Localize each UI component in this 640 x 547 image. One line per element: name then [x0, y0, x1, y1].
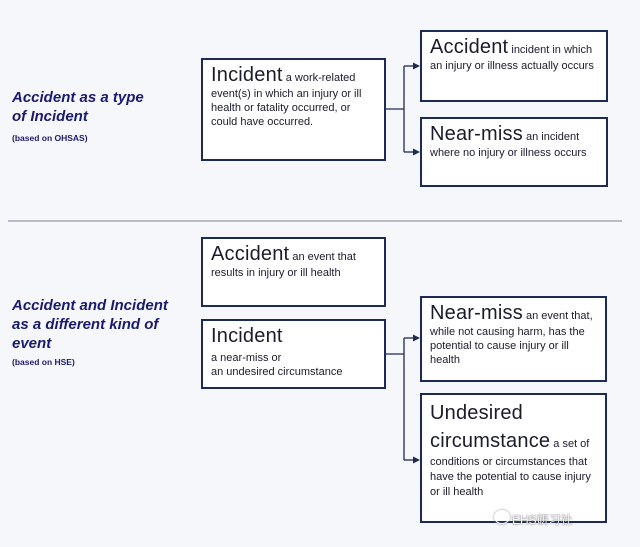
top-accident-term: Accident [430, 36, 509, 58]
top-incident-term: Incident [211, 64, 283, 86]
top-nearmiss-desc: an incident where no injury or illness occurs [430, 131, 587, 159]
bottom-section-source: (based on HSE) [12, 357, 75, 367]
bottom-undesired-desc: a set of conditions or circumstances that have the potential to cause injury or ill health [430, 438, 591, 498]
bottom-title-line3: event [12, 335, 52, 352]
arrow-to-bottom-undesired [413, 457, 420, 464]
top-nearmiss-term: Near-miss [430, 123, 523, 145]
bottom-undesired-term-line1: Undesired [430, 402, 523, 424]
arrow-to-top-nearmiss [413, 149, 420, 156]
top-title-line2: of Incident [12, 108, 88, 125]
bottom-nearmiss-desc: an event that, while not causing harm, has the potential to cause injury or ill health [430, 310, 593, 366]
bottom-incident-desc-line2: an undesired circumstance [211, 366, 343, 378]
arrow-to-top-accident [413, 63, 420, 70]
bottom-undesired-term-line2: circumstance [430, 430, 551, 452]
bottom-title-line2: as a different kind of [12, 316, 159, 333]
wechat-icon [494, 510, 510, 524]
watermark: EHS研习社 [512, 513, 573, 527]
top-incident-desc: a work-related event(s) in which an injury or ill health or fatality occurred, or could have occurred. [211, 72, 362, 128]
bottom-incident-term: Incident [211, 325, 283, 347]
bottom-incident-desc-line1: a near-miss or [211, 352, 282, 364]
arrow-to-bottom-nearmiss [413, 335, 420, 342]
top-accident-desc: incident in which an injury or illness actually occurs [430, 44, 594, 72]
top-section-source: (based on OHSAS) [12, 133, 88, 143]
bottom-nearmiss-term: Near-miss [430, 302, 523, 324]
bottom-title-line1: Accident and Incident [12, 297, 168, 314]
top-title-line1: Accident as a type [12, 89, 144, 106]
bottom-accident-term: Accident [211, 243, 290, 265]
bottom-accident-desc: an event that results in injury or ill health [211, 251, 356, 279]
